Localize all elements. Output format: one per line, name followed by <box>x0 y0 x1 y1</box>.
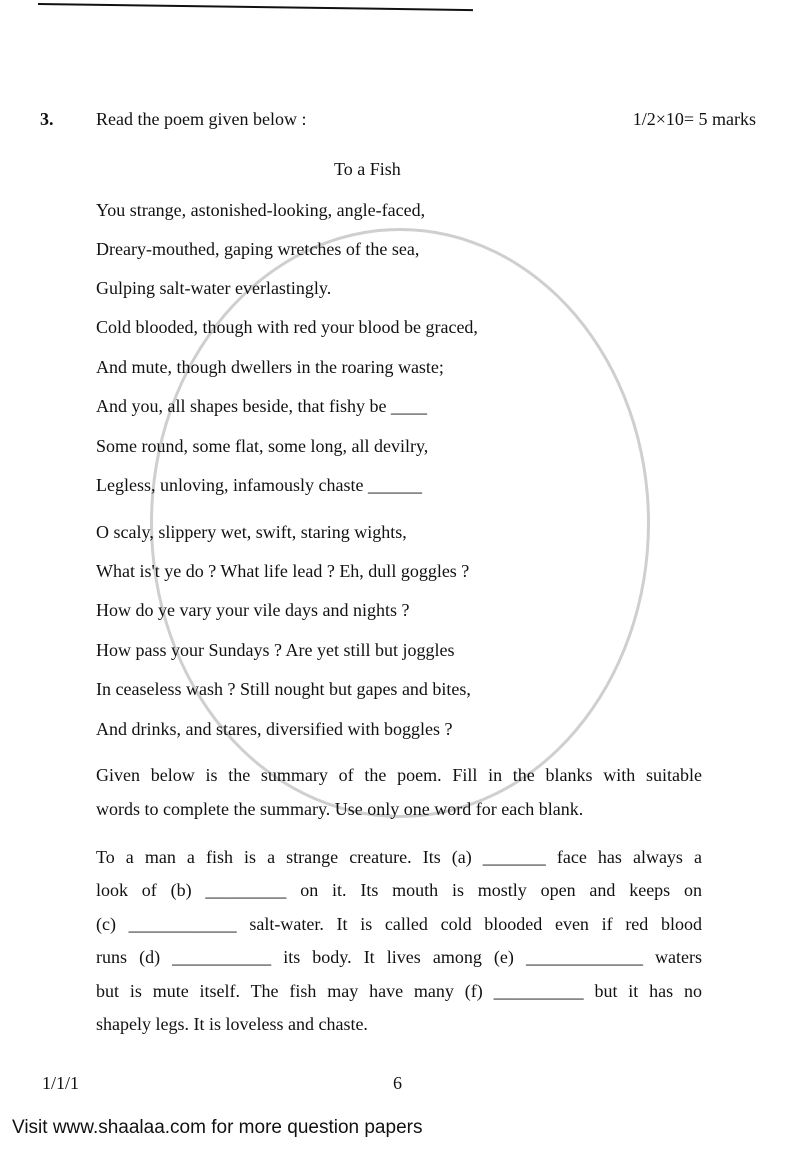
poem-line: Some round, some flat, some long, all devilry, <box>96 436 429 456</box>
question-instruction: Read the poem given below : <box>96 109 307 129</box>
summary-line: To a man a fish is a strange creature. Its (a) _______ face has always a <box>96 847 702 867</box>
poem-line: Gulping salt-water everlastingly. <box>96 278 332 298</box>
summary-line: but is mute itself. The fish may have many (f) __________ but it has no <box>96 981 702 1001</box>
poem-line: And mute, though dwellers in the roaring waste; <box>96 357 444 377</box>
directions-line: words to complete the summary. Use only one word for each blank. <box>96 799 584 819</box>
question-number: 3. <box>40 109 54 129</box>
summary-line: look of (b) _________ on it. Its mouth is mostly open and keeps on <box>96 880 702 900</box>
poem-line: Legless, unloving, infamously chaste ______ <box>96 475 422 495</box>
poem-line: What is't ye do ? What life lead ? Eh, dull goggles ? <box>96 561 470 581</box>
summary-line: shapely legs. It is loveless and chaste. <box>96 1014 368 1034</box>
poem-line: You strange, astonished-looking, angle-faced, <box>96 200 426 220</box>
question-marks: 1/2×10= 5 marks <box>632 109 756 129</box>
poem-line: O scaly, slippery wet, swift, staring wights, <box>96 522 407 542</box>
poem-line: How do ye vary your vile days and nights ? <box>96 600 410 620</box>
poem-line: And you, all shapes beside, that fishy be ____ <box>96 396 427 416</box>
poem-line: In ceaseless wash ? Still nought but gapes and bites, <box>96 679 471 699</box>
page-number: 6 <box>393 1073 402 1093</box>
paper-code: 1/1/1 <box>42 1073 80 1093</box>
poem-title: To a Fish <box>334 159 401 179</box>
directions-line: Given below is the summary of the poem. Fill in the blanks with suitable <box>96 765 702 785</box>
summary-line: (c) ____________ salt-water. It is called cold blooded even if red blood <box>96 914 702 934</box>
poem-line: How pass your Sundays ? Are yet still but joggles <box>96 640 455 660</box>
top-rule <box>38 3 473 11</box>
poem-line: And drinks, and stares, diversified with boggles ? <box>96 719 453 739</box>
shaalaa-link[interactable]: Visit www.shaalaa.com for more question papers <box>12 1117 423 1138</box>
poem-line: Dreary-mouthed, gaping wretches of the sea, <box>96 239 420 259</box>
summary-line: runs (d) ___________ its body. It lives among (e) _____________ waters <box>96 947 702 967</box>
poem-line: Cold blooded, though with red your blood be graced, <box>96 317 478 337</box>
